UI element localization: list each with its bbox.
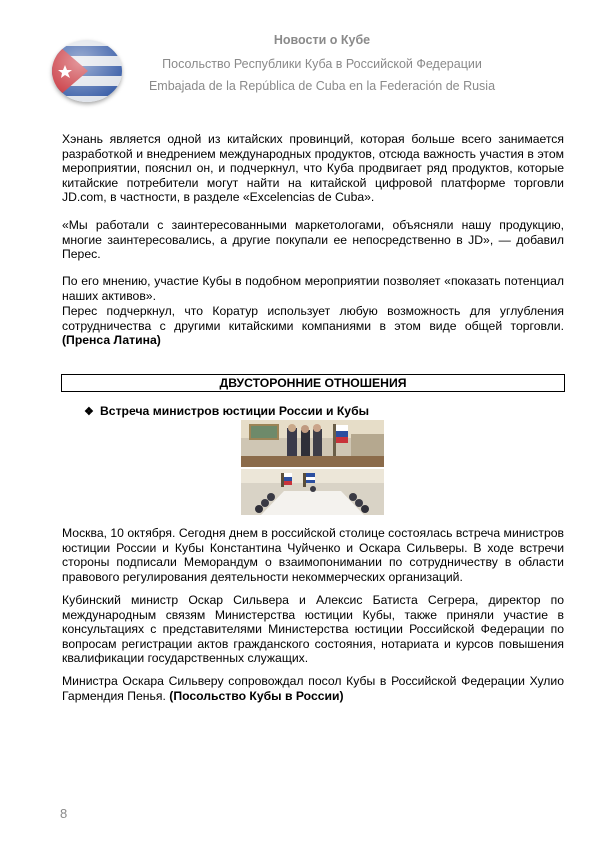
- paragraph-ambassador-text: Министра Оскара Сильверу сопровождал посол Кубы в Российской Федерации Хулио Гармендия Пенья.: [62, 674, 564, 703]
- paragraph-coratur: [62, 304, 564, 348]
- paragraph-opinion: По его мнению, участие Кубы в подобном мероприятии позволяет «показать потенциал наших активов».: [62, 274, 564, 303]
- header-embassy-es: Embajada de la República de Cuba en la Federación de Rusia: [148, 79, 496, 93]
- paragraph-ambassador: [62, 674, 564, 703]
- header-title: Новости о Кубе: [273, 33, 371, 47]
- section-heading-bilateral: ДВУСТОРОННИЕ ОТНОШЕНИЯ: [61, 374, 565, 392]
- negotiation-table-photo: [241, 469, 384, 515]
- paragraph-moscow: Москва, 10 октября. Сегодня днем в российской столице состоялась встреча министров юстиции России и Кубы Константина Чуйченко и Оскара Сильверы. В ходе встречи стороны подписали Меморандум о взаимопонимании по сотрудничеству в области правового регулирования деятельности некоммерческих организаций.: [62, 526, 564, 584]
- meeting-photo: [241, 420, 384, 467]
- paragraph-coratur-text: Перес подчеркнул, что Коратур использует любую возможность для углубления сотрудничества с другими китайскими компаниями в этом виде общей торговли.: [62, 304, 564, 333]
- source-prensa-latina: (Пренса Латина): [62, 333, 161, 347]
- paragraph-henan: Хэнань является одной из китайских провинций, которая больше всего занимается разработкой и внедрением международных продуктов, отсюда важность участия в этом мероприятии, пояснил он, и подчеркнул, что Куба продвигает ряд продуктов, которые китайские потребители могут найти на китайской цифровой платформе торговли JD.com, в частности, в разделе «Excelencias de Cuba».: [62, 132, 564, 204]
- page-number: 8: [60, 806, 68, 821]
- paragraph-minister: Кубинский министр Оскар Сильвера и Алексис Батиста Сегрера, директор по международным связям Министерства юстиции Кубы, также приняли участие в консультациях с представителями Министерства юстиции Российской Федерации по вопросам регистрации актов гражданского состояния, нотариата и курсов повышения квалификации государственных служащих.: [62, 593, 564, 665]
- header-embassy-ru: Посольство Республики Куба в Российской Федерации: [162, 57, 482, 71]
- paragraph-quote: «Мы работали с заинтересованными маркетологами, объясняли нашу продукцию, многие заинтересовались, а другие покупали ее непосредственно в JD», — добавил Перес.: [62, 218, 564, 261]
- page-header: [0, 0, 608, 110]
- diamond-bullet-icon: ❖: [84, 406, 94, 418]
- article-title: Встреча министров юстиции России и Кубы: [100, 404, 369, 418]
- source-embassy: (Посольство Кубы в России): [169, 688, 344, 703]
- article-subheading: [84, 404, 369, 419]
